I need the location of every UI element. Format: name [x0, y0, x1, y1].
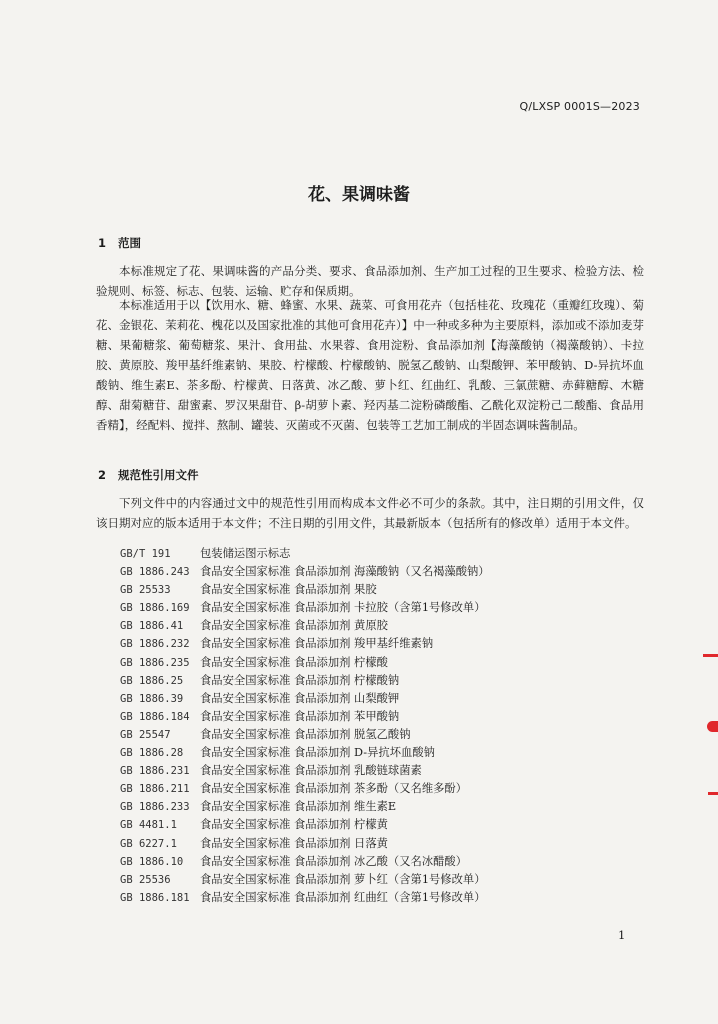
- reference-title: 食品安全国家标准 食品添加剂 柠檬黄: [200, 818, 388, 832]
- reference-code: GB 1886.181: [120, 891, 190, 904]
- reference-code: GB 1886.232: [120, 638, 190, 651]
- reference-item: [120, 635, 660, 653]
- reference-code: GB 1886.235: [120, 656, 190, 669]
- reference-title: 食品安全国家标准 食品添加剂 果胶: [200, 583, 377, 597]
- section-2-number: 2: [98, 468, 107, 482]
- reference-title: 食品安全国家标准 食品添加剂 苯甲酸钠: [200, 709, 400, 723]
- reference-item: [120, 563, 660, 581]
- reference-item: [120, 816, 660, 834]
- reference-code: GB 4481.1: [120, 819, 177, 832]
- reference-item: [120, 654, 660, 672]
- reference-code: GB 1886.39: [120, 692, 184, 705]
- reference-title: 食品安全国家标准 食品添加剂 萝卜红（含第1号修改单）: [200, 872, 486, 886]
- reference-title: 食品安全国家标准 食品添加剂 乳酸链球菌素: [200, 764, 422, 778]
- reference-title: 食品安全国家标准 食品添加剂 D-异抗坏血酸钠: [200, 746, 435, 760]
- scope-paragraph-2: 本标准适用于以【饮用水、糖、蜂蜜、水果、蔬菜、可食用花卉（包括桂花、玫瑰花（重瓣红玫瑰）、菊花、金银花、茉莉花、槐花以及国家批准的其他可食用花卉）】中一种或多种为主要原料，添加或不添加麦芽糖、果葡糖浆、葡萄糖浆、果汁、食用盐、水果蓉、食用淀粉、食品添加剂【海藻酸钠（褐藻酸钠）、卡拉胶、黄原胶、羧甲基纤维素钠、果胶、柠檬酸、柠檬酸钠、脱氢乙酸钠、山梨酸钾、苯甲酸钠、D-异抗坏血酸钠、维生素E、茶多酚、柠檬黄、日落黄、冰乙酸、萝卜红、红曲红、乳酸、三氯蔗糖、赤藓糖醇、木糖醇、甜菊糖苷、甜蜜素、罗汉果甜苷、β-胡萝卜素、羟丙基二淀粉磷酸酯、乙酰化双淀粉己二酸酯、食品用香精】，经配料、搅拌、熬制、罐装、灭菌或不灭菌、包装等工艺加工制成的半固态调味酱制品。: [96, 298, 644, 432]
- reference-code: GB 25533: [120, 584, 171, 597]
- reference-title: 食品安全国家标准 食品添加剂 日落黄: [200, 836, 388, 850]
- reference-item: [120, 708, 660, 726]
- reference-item: [120, 545, 660, 563]
- edge-mark: [703, 654, 718, 657]
- reference-title: 食品安全国家标准 食品添加剂 羧甲基纤维素钠: [200, 637, 434, 651]
- reference-code: GB 1886.25: [120, 674, 184, 687]
- reference-title: 食品安全国家标准 食品添加剂 黄原胶: [200, 619, 388, 633]
- page-number: 1: [618, 928, 626, 942]
- section-2-title: 规范性引用文件: [118, 468, 199, 482]
- reference-title: 食品安全国家标准 食品添加剂 山梨酸钾: [200, 691, 400, 705]
- edge-mark: [708, 792, 718, 795]
- reference-item: [120, 599, 660, 617]
- reference-item: [120, 617, 660, 635]
- reference-title: 食品安全国家标准 食品添加剂 茶多酚（又名维多酚）: [200, 782, 468, 796]
- reference-code: GB 1886.233: [120, 801, 190, 814]
- reference-title: 食品安全国家标准 食品添加剂 维生素E: [200, 800, 397, 814]
- reference-code: GB 1886.184: [120, 710, 190, 723]
- reference-item: [120, 889, 660, 907]
- reference-code: GB 1886.10: [120, 855, 184, 868]
- document-code: Q/LXSP 0001S—2023: [519, 100, 640, 113]
- page-title: 花、果调味酱: [308, 185, 410, 205]
- reference-item: [120, 726, 660, 744]
- reference-item: [120, 780, 660, 798]
- reference-item: [120, 853, 660, 871]
- reference-item: [120, 744, 660, 762]
- reference-title: 食品安全国家标准 食品添加剂 红曲红（含第1号修改单）: [200, 890, 486, 904]
- reference-code: GB 6227.1: [120, 837, 177, 850]
- reference-title: 食品安全国家标准 食品添加剂 柠檬酸: [200, 655, 388, 669]
- reference-item: [120, 835, 660, 853]
- reference-item: [120, 690, 660, 708]
- reference-title: 包装储运图示标志: [200, 547, 291, 560]
- reference-title: 食品安全国家标准 食品添加剂 海藻酸钠（又名褐藻酸钠）: [200, 565, 490, 579]
- section-1-title: 范围: [118, 236, 141, 250]
- reference-title: 食品安全国家标准 食品添加剂 柠檬酸钠: [200, 673, 400, 687]
- reference-title: 食品安全国家标准 食品添加剂 脱氢乙酸钠: [200, 727, 411, 741]
- reference-code: GB 1886.169: [120, 602, 190, 615]
- reference-item: [120, 581, 660, 599]
- reference-title: 食品安全国家标准 食品添加剂 冰乙酸（又名冰醋酸）: [200, 854, 468, 868]
- reference-item: [120, 762, 660, 780]
- reference-item: [120, 871, 660, 889]
- reference-code: GB 1886.231: [120, 765, 190, 778]
- section-2-heading: [98, 467, 199, 483]
- scope-paragraph-1: 本标准规定了花、果调味酱的产品分类、要求、食品添加剂、生产加工过程的卫生要求、检验方法、检验规则、标签、标志、包装、运输、贮存和保质期。: [96, 264, 644, 298]
- reference-code: GB/T 191: [120, 548, 171, 560]
- reference-code: GB 1886.28: [120, 747, 184, 760]
- reference-item: [120, 672, 660, 690]
- reference-code: GB 1886.243: [120, 566, 190, 579]
- section-1-number: 1: [98, 236, 107, 250]
- reference-code: GB 25547: [120, 728, 171, 741]
- edge-mark: [707, 721, 718, 732]
- reference-code: GB 1886.211: [120, 783, 190, 796]
- reference-code: GB 1886.41: [120, 620, 184, 633]
- section-1-heading: [98, 235, 141, 251]
- reference-title: 食品安全国家标准 食品添加剂 卡拉胶（含第1号修改单）: [200, 601, 486, 615]
- references-intro: 下列文件中的内容通过文中的规范性引用而构成本文件必不可少的条款。其中，注日期的引用文件，仅该日期对应的版本适用于本文件；不注日期的引用文件，其最新版本（包括所有的修改单）适用于本文件。: [96, 496, 644, 530]
- reference-list: [120, 545, 660, 907]
- reference-code: GB 25536: [120, 873, 171, 886]
- reference-item: [120, 798, 660, 816]
